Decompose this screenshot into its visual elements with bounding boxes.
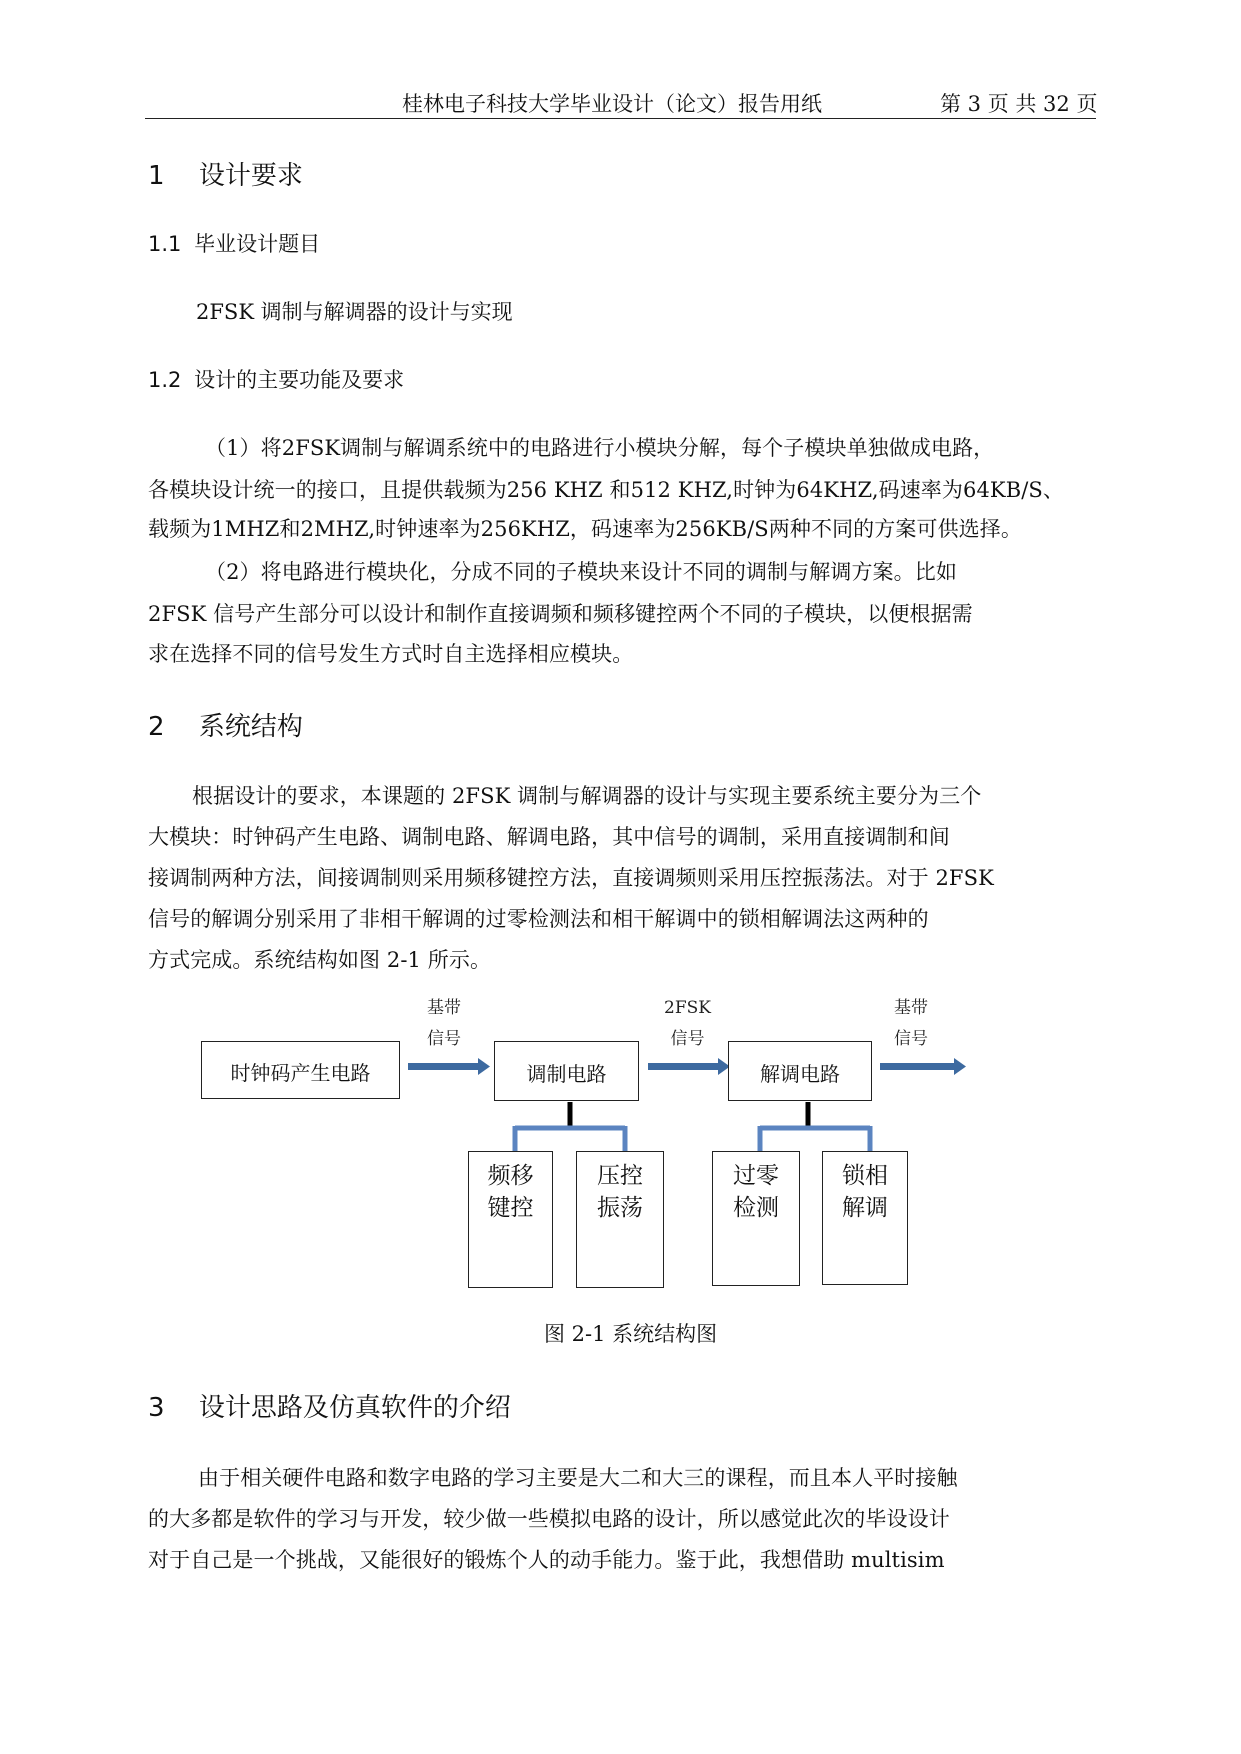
modulator-branch	[515, 1102, 625, 1154]
signal-label-line: 基带	[427, 998, 461, 1018]
section-1-1-number: 1.1	[148, 232, 182, 256]
arrow-demodulator-output	[880, 1058, 966, 1075]
page-number: 第 3 页 共 32 页	[940, 92, 1098, 116]
block-zero-crossing	[712, 1151, 800, 1286]
block-demodulator	[728, 1041, 872, 1101]
section-1-2-title: 设计的主要功能及要求	[194, 368, 405, 392]
block-vco	[576, 1151, 664, 1288]
structure-line: 方式完成。系统结构如图 2-1 所示。	[148, 948, 492, 972]
block-label: 键控	[487, 1195, 534, 1221]
section-2-number: 2	[148, 712, 165, 742]
arrow-clock-to-modulator	[408, 1058, 490, 1075]
block-label: 压控	[597, 1163, 643, 1189]
figure-caption: 图 2-1 系统结构图	[544, 1322, 718, 1346]
block-label: 振荡	[597, 1195, 643, 1221]
block-clock-generator	[201, 1041, 400, 1099]
requirement-line: 2FSK 信号产生部分可以设计和制作直接调频和频移键控两个不同的子模块，以便根据需	[148, 602, 973, 626]
block-label: 调制电路	[526, 1062, 607, 1086]
block-label: 解调电路	[760, 1062, 840, 1086]
signal-label-2fsk	[664, 993, 711, 1055]
intro-line: 由于相关硬件电路和数字电路的学习主要是大二和大三的课程，而且本人平时接触	[198, 1466, 958, 1490]
project-title-text: 2FSK 调制与解调器的设计与实现	[196, 300, 513, 324]
signal-label-baseband-out	[894, 993, 928, 1055]
requirement-line: （1）将2FSK调制与解调系统中的电路进行小模块分解，每个子模块单独做成电路，	[205, 436, 995, 460]
section-1-2-number: 1.2	[148, 368, 182, 392]
structure-line: 根据设计的要求，本课题的 2FSK 调制与解调器的设计与实现主要系统主要分为三个	[192, 784, 982, 808]
block-modulator	[494, 1041, 639, 1101]
requirement-line: 各模块设计统一的接口，且提供载频为256 KHZ 和512 KHZ,时钟为64KHZ,码速率为64KB/S、	[148, 478, 1065, 502]
block-fsk-keying	[468, 1151, 553, 1288]
structure-line: 接调制两种方法，间接调制则采用频移键控方法，直接调频则采用压控振荡法。对于 2FSK	[148, 866, 994, 890]
signal-label-baseband-in	[427, 993, 461, 1055]
arrow-modulator-to-demodulator	[648, 1058, 730, 1075]
section-1-1-title: 毕业设计题目	[194, 232, 321, 256]
block-label: 频移	[487, 1163, 534, 1189]
requirement-line: 求在选择不同的信号发生方式时自主选择相应模块。	[148, 642, 634, 666]
section-1-number: 1	[148, 161, 165, 191]
section-3-title: 设计思路及仿真软件的介绍	[198, 1393, 511, 1423]
intro-line: 的大多都是软件的学习与开发，较少做一些模拟电路的设计，所以感觉此次的毕设设计	[148, 1507, 950, 1531]
intro-line: 对于自己是一个挑战，又能很好的锻炼个人的动手能力。鉴于此，我想借助 multisim	[148, 1548, 945, 1572]
section-3-number: 3	[148, 1393, 165, 1423]
block-label: 检测	[733, 1195, 779, 1221]
signal-label-line: 信号	[670, 1029, 705, 1049]
block-label: 时钟码产生电路	[230, 1061, 371, 1085]
block-label: 锁相	[842, 1163, 888, 1189]
structure-line: 大模块：时钟码产生电路、调制电路、解调电路，其中信号的调制，采用直接调制和间	[148, 825, 950, 849]
section-3-heading	[148, 1387, 511, 1424]
section-1-title: 设计要求	[198, 161, 303, 191]
signal-label-line: 2FSK	[664, 998, 711, 1018]
demodulator-branch	[760, 1102, 870, 1154]
signal-label-line: 基带	[894, 998, 928, 1018]
signal-label-line: 信号	[894, 1029, 928, 1049]
requirement-line: （2）将电路进行模块化，分成不同的子模块来设计不同的调制与解调方案。比如	[205, 560, 957, 584]
header-title: 桂林电子科技大学毕业设计（论文）报告用纸	[402, 92, 822, 116]
block-label: 过零	[733, 1163, 779, 1189]
section-2-title: 系统结构	[198, 712, 303, 742]
block-pll-demod	[822, 1151, 908, 1285]
structure-line: 信号的解调分别采用了非相干解调的过零检测法和相干解调中的锁相解调法这两种的	[148, 907, 929, 931]
block-label: 解调	[842, 1195, 888, 1221]
requirement-line: 载频为1MHZ和2MHZ,时钟速率为256KHZ，码速率为256KB/S两种不同的方案可供选择。	[148, 517, 1022, 541]
signal-label-line: 信号	[427, 1029, 461, 1049]
